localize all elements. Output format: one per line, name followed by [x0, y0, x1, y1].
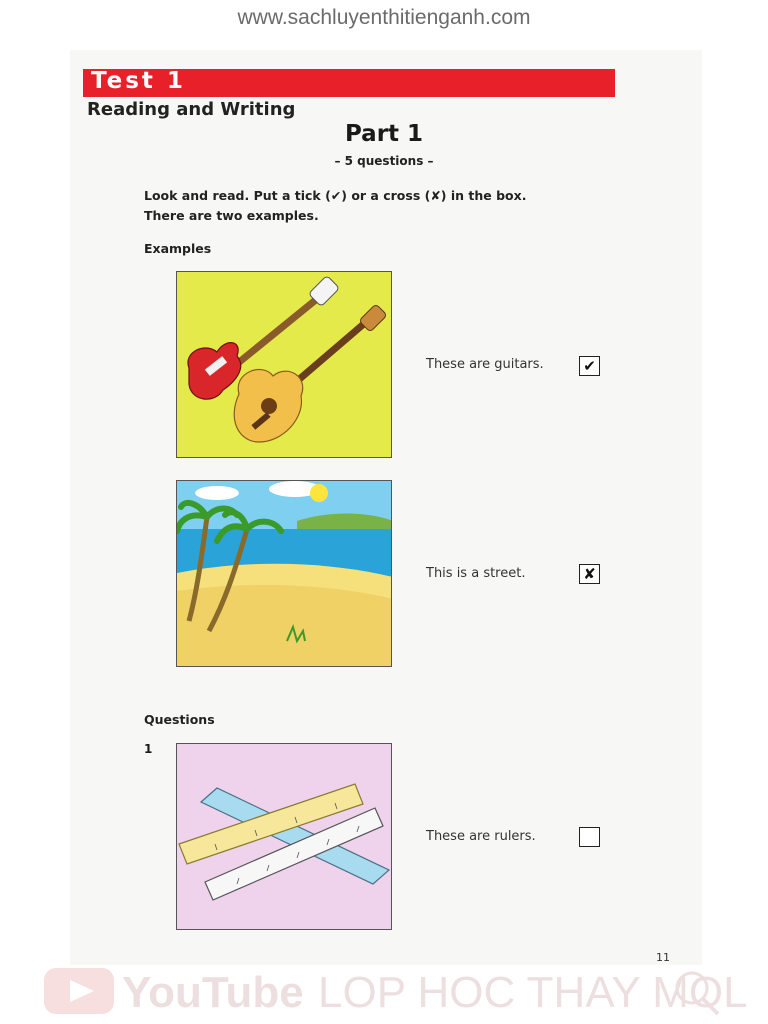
example-sentence: This is a street.: [426, 566, 526, 581]
watermark-channel: LOP HOC THAY MOL: [318, 968, 748, 1017]
test-title: Test 1: [91, 68, 186, 94]
youtube-watermark: [40, 960, 748, 1024]
rulers-picture: [176, 743, 392, 930]
section-heading: Reading and Writing: [87, 99, 296, 120]
watermark-brand: YouTube: [122, 968, 304, 1017]
part-title: Part 1: [344, 121, 424, 147]
examples-label: Examples: [144, 241, 212, 256]
instruction-line: There are two examples.: [144, 208, 319, 223]
youtube-play-icon: [44, 964, 114, 1018]
instruction-line: Look and read. Put a tick (✔) or a cross (✘) in the box.: [144, 188, 527, 203]
instructions: [144, 186, 604, 226]
page-number: 11: [656, 951, 670, 964]
rulers-illustration: [177, 744, 392, 930]
beach-picture: [176, 480, 392, 667]
beach-illustration: [177, 481, 392, 667]
question-number: 1: [144, 742, 153, 756]
questions-label: Questions: [144, 712, 215, 727]
answer-box: ✘: [579, 564, 600, 584]
answer-box: ✔: [579, 356, 600, 376]
example-sentence: These are guitars.: [426, 357, 544, 372]
guitars-picture: [176, 271, 392, 458]
answer-box-input[interactable]: [579, 827, 600, 847]
part-subtitle: – 5 questions –: [334, 154, 434, 168]
website-url: www.sachluyenthitienganh.com: [237, 6, 531, 29]
guitars-illustration: [177, 272, 392, 458]
question-sentence: These are rulers.: [426, 829, 536, 844]
search-icon: [672, 968, 724, 1020]
test-title-bar: [83, 69, 615, 97]
